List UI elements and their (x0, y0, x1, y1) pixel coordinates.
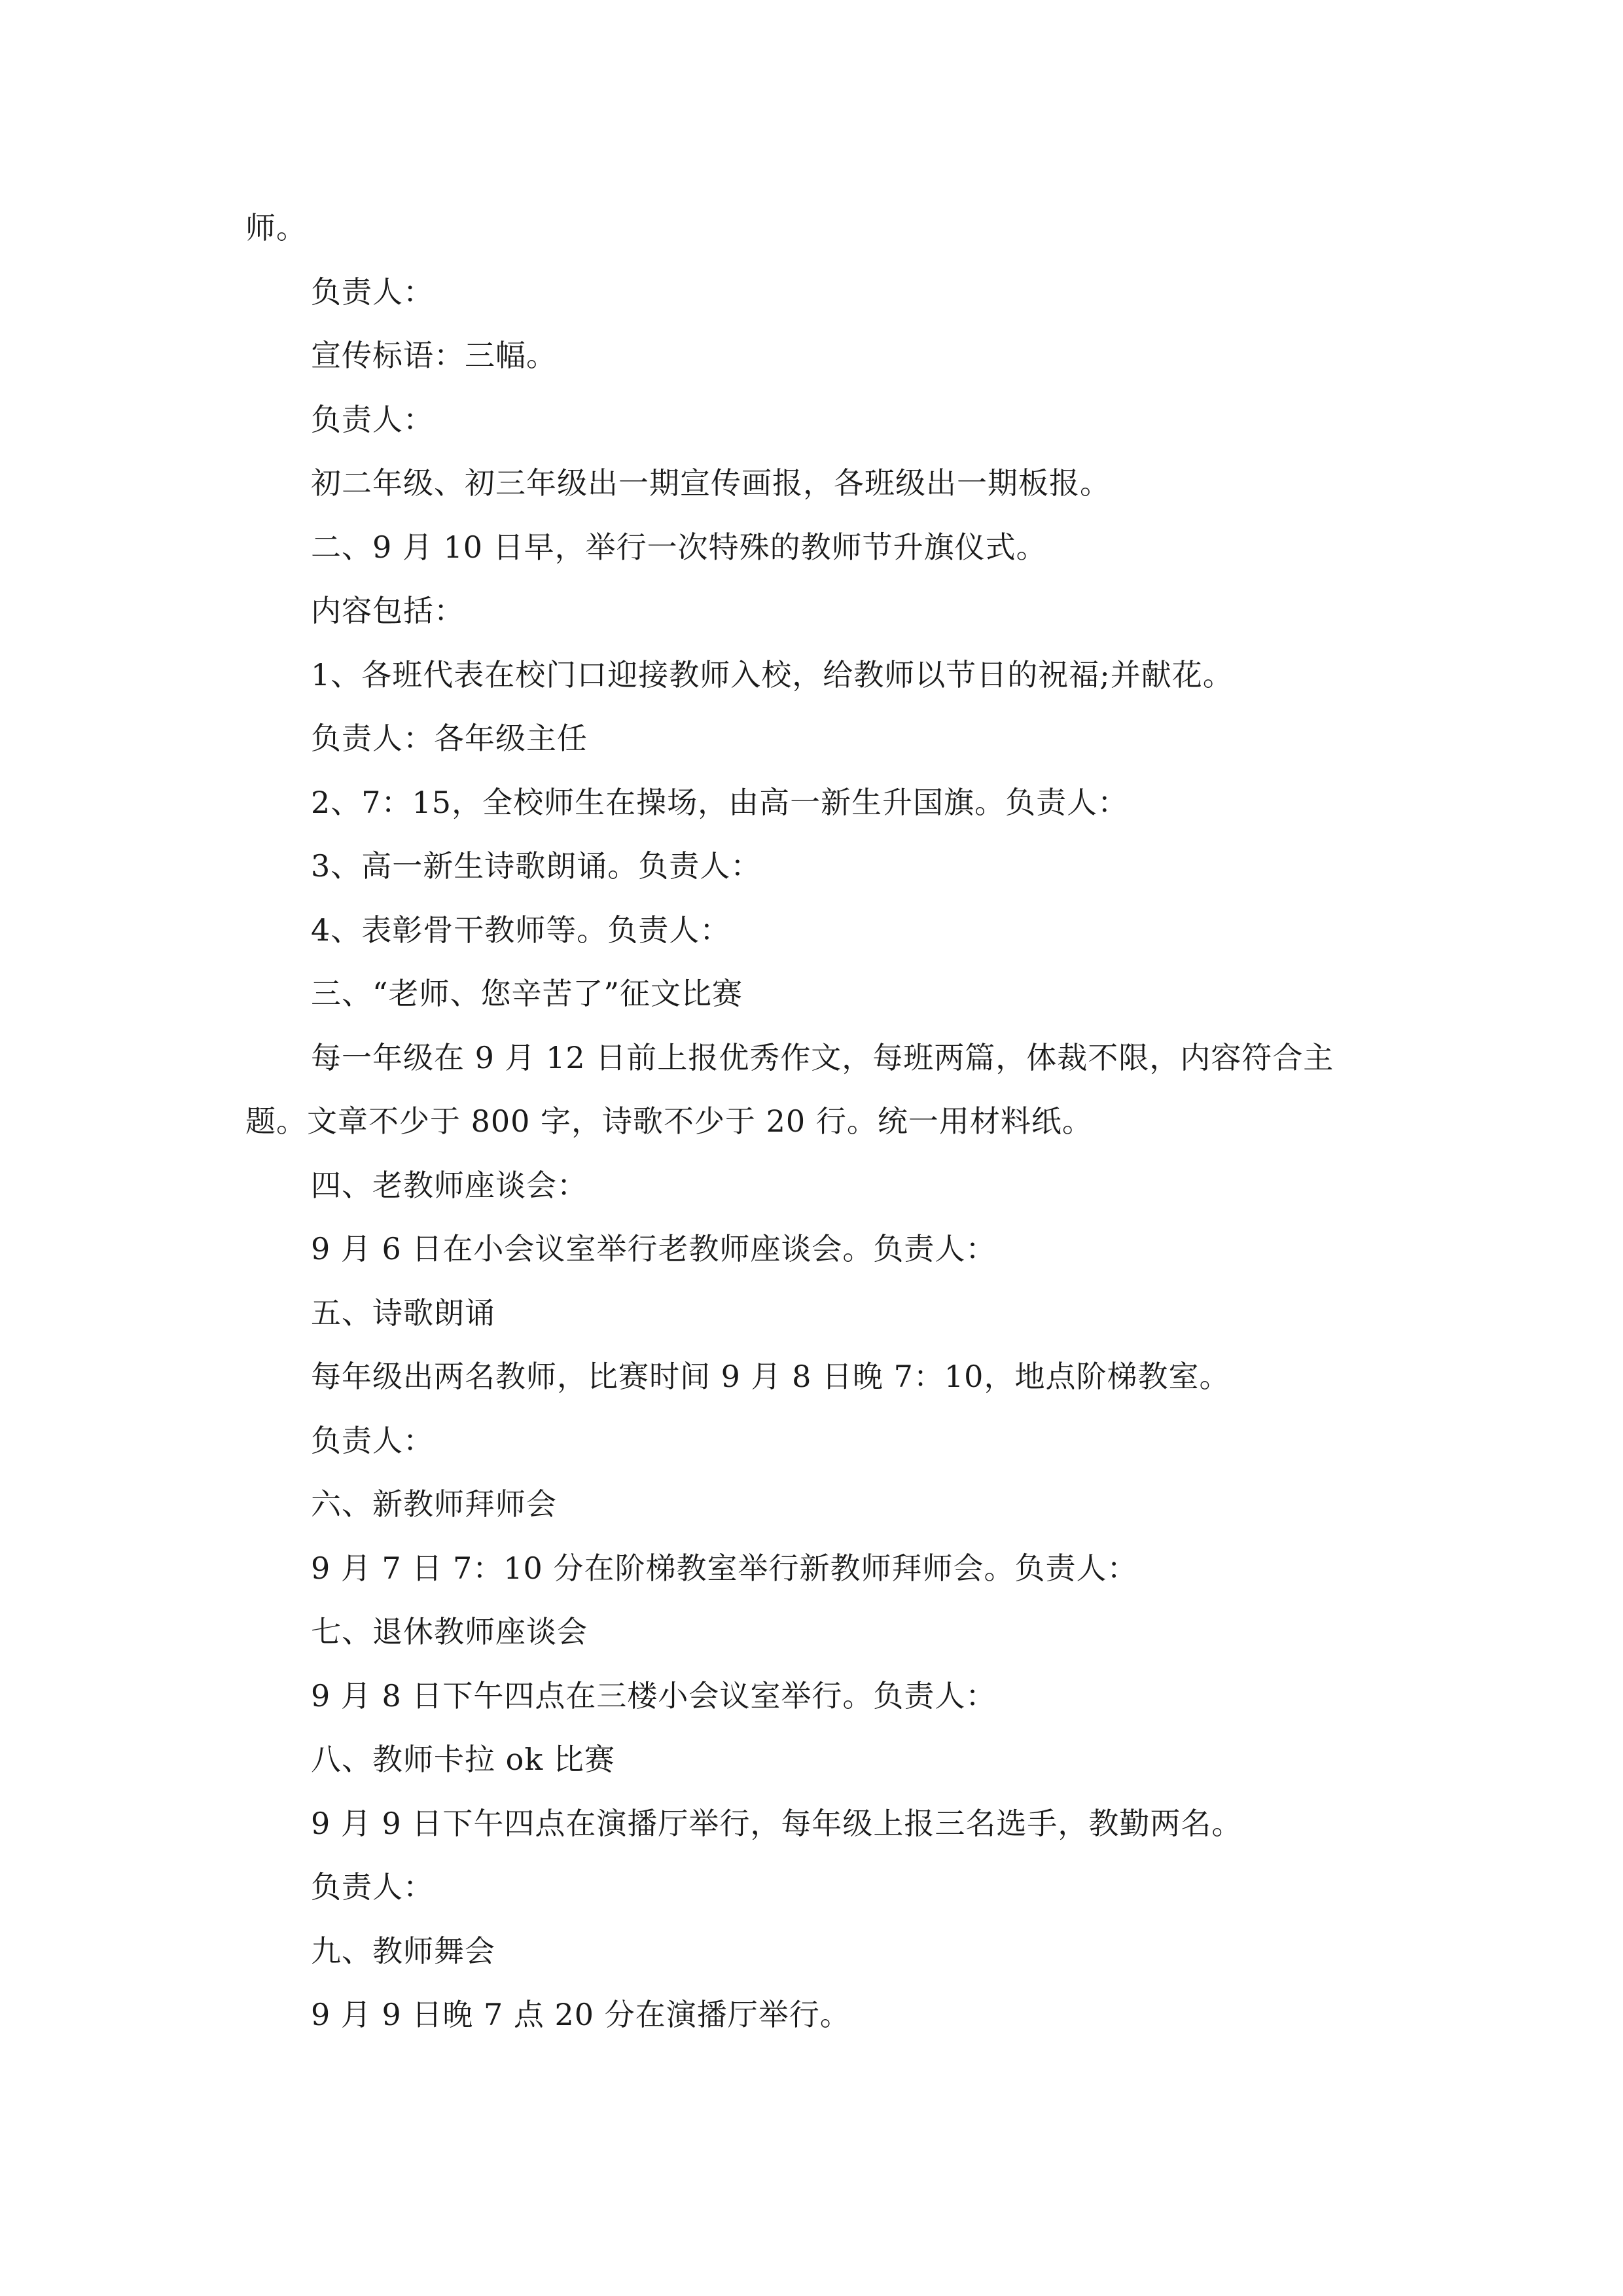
text-line: 9 月 7 日 7：10 分在阶梯教室举行新教师拜师会。负责人： (311, 1550, 1138, 1586)
text-line: 负责人： (311, 274, 434, 310)
section-heading: 五、诗歌朗诵 (311, 1295, 495, 1331)
document-body (245, 196, 1391, 2047)
text-line: 负责人： (311, 1422, 434, 1458)
list-item: 1、各班代表在校门口迎接教师入校，给教师以节日的祝福;并献花。 (311, 656, 1234, 692)
section-heading: 六、新教师拜师会 (311, 1486, 557, 1522)
list-item: 4、表彰骨干教师等。负责人： (311, 912, 731, 948)
text-line: 9 月 9 日下午四点在演播厅举行，每年级上报三名选手，教勤两名。 (311, 1805, 1243, 1841)
section-heading: 八、教师卡拉 ok 比赛 (311, 1742, 615, 1777)
text-line: 每一年级在 9 月 12 日前上报优秀作文，每班两篇，体裁不限，内容符合主 (311, 1039, 1334, 1075)
text-line: 题。文章不少于 800 字，诗歌不少于 20 行。统一用材料纸。 (245, 1103, 1093, 1139)
text-line: 负责人： (311, 1869, 434, 1905)
section-heading: 四、老教师座谈会： (311, 1167, 588, 1203)
text-line: 每年级出两名教师，比赛时间 9 月 8 日晚 7：10，地点阶梯教室。 (311, 1359, 1230, 1394)
list-item: 2、7：15，全校师生在操场，由高一新生升国旗。负责人： (311, 784, 1129, 820)
section-heading: 九、教师舞会 (311, 1933, 495, 1969)
text-line: 师。 (245, 210, 307, 245)
text-line: 初二年级、初三年级出一期宣传画报，各班级出一期板报。 (311, 465, 1111, 501)
section-heading: 二、9 月 10 日早，举行一次特殊的教师节升旗仪式。 (311, 529, 1047, 565)
section-heading: 七、退休教师座谈会 (311, 1614, 588, 1649)
section-heading: 三、“老师、您辛苦了”征文比赛 (311, 976, 743, 1011)
text-line: 内容包括： (311, 593, 465, 628)
text-line: 9 月 9 日晚 7 点 20 分在演播厅举行。 (311, 1997, 851, 2032)
text-line: 负责人： (311, 401, 434, 437)
text-line: 负责人：各年级主任 (311, 721, 588, 756)
text-line: 9 月 8 日下午四点在三楼小会议室举行。负责人： (311, 1677, 997, 1713)
text-line: 9 月 6 日在小会议室举行老教师座谈会。负责人： (311, 1231, 997, 1266)
text-line: 宣传标语：三幅。 (311, 338, 557, 373)
list-item: 3、高一新生诗歌朗诵。负责人： (311, 848, 762, 884)
